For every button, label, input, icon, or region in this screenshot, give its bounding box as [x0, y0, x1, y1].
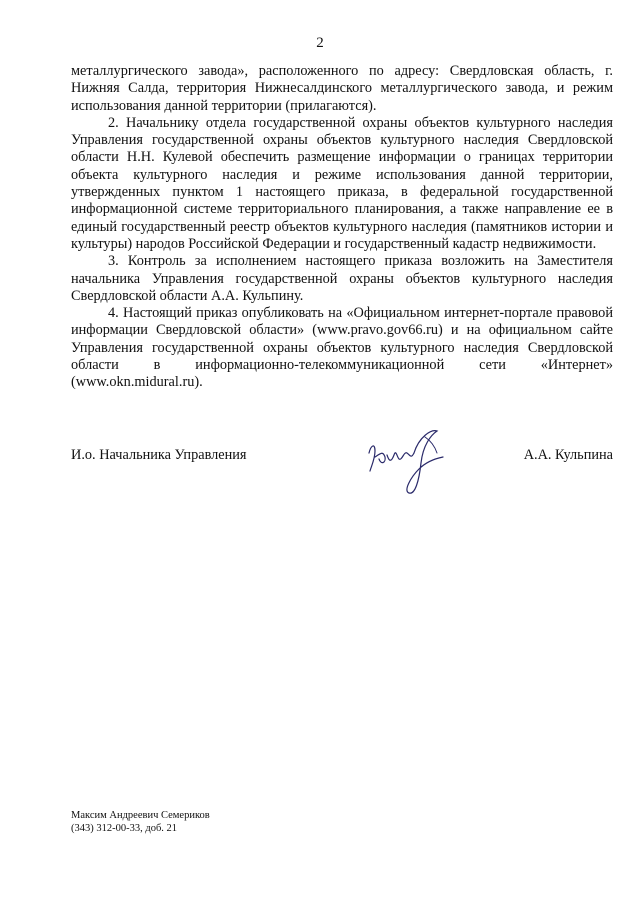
- document-body: [71, 63, 613, 392]
- paragraph-item-4: 4. Настоящий приказ опубликовать на «Официальном интернет-портале правовой информации Свердловской области» (www.pravo.gov66.ru) и на официальном сайте Управления государственной охраны объектов культурного наследия Свердловской области в информационно-телекоммуникационной сети «Интернет» (www.okn.midural.ru).: [71, 305, 613, 391]
- signatory-title: И.о. Начальника Управления: [71, 447, 247, 463]
- paragraph-item-3: 3. Контроль за исполнением настоящего приказа возложить на Заместителя начальника Управления государственной охраны объектов культурного наследия Свердловской области А.А. Кульпину.: [71, 253, 613, 304]
- executor-phone: (343) 312-00-33, доб. 21: [71, 823, 178, 834]
- executor-info: [71, 809, 210, 835]
- paragraph-item-2: 2. Начальнику отдела государственной охраны объектов культурного наследия Управления государственной охраны объектов культурного наследия Свердловской области Н.Н. Кулевой обеспечить размещение информации о границах территории объекта культурного наследия и режиме использования данной территории, утвержденных пунктом 1 настоящего приказа, в федеральной государственной информационной системе территориального планирования, а также направление ее в единый государственный реестр объектов культурного наследия (памятников истории и культуры) народов Российской Федерации и государственный кадастр недвижимости.: [71, 114, 613, 252]
- signatory-name: А.А. Кульпина: [523, 447, 613, 463]
- signature-block: [71, 447, 613, 507]
- page-number: 2: [316, 35, 324, 51]
- executor-name: Максим Андреевич Семериков: [71, 810, 210, 821]
- handwritten-signature: [361, 423, 451, 503]
- paragraph-continuation: металлургического завода», расположенного по адресу: Свердловская область, г. Нижняя Салда, территория Нижнесалдинского металлургического завода, и режим использования данной территории (прилагаются).: [71, 63, 613, 114]
